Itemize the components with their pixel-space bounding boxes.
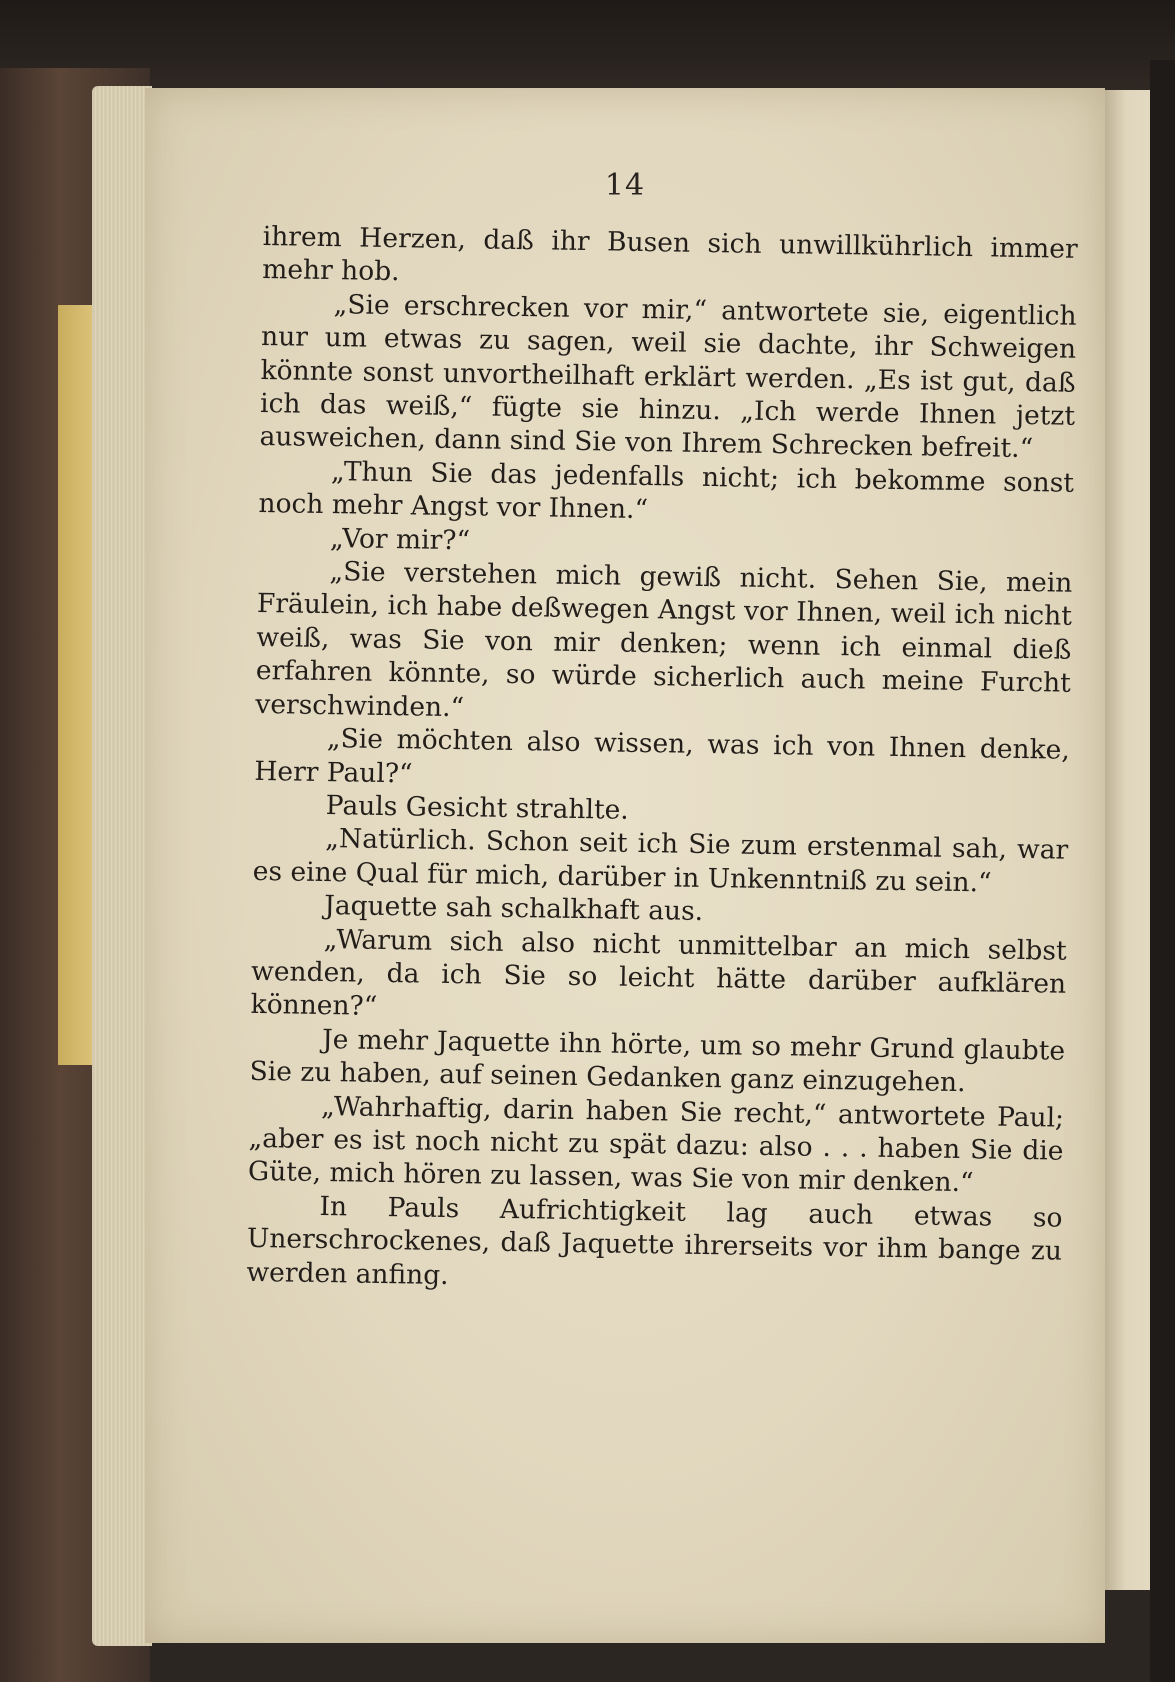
paragraph: ihrem Herzen, daß ihr Busen sich unwillkührlich immer mehr hob. — [261, 220, 1078, 288]
paragraph: „Sie möchten also wissen, was ich von Ihnen denke, Herr Paul?“ — [254, 723, 1071, 789]
page-edges — [92, 86, 152, 1646]
paragraph: „Wahrhaftig, darin haben Sie recht,“ antwortete Paul; „aber es ist noch nicht zu spät dazu: also . . . haben Sie die Güte, mich hören zu lassen, was Sie von mir denken.“ — [247, 1090, 1065, 1199]
book-page — [145, 88, 1105, 1643]
page-number: 14 — [604, 168, 646, 203]
paragraph: „Natürlich. Schon seit ich Sie zum erstenmal sah, war es eine Qual für mich, darüber in Unkenntniß zu sein.“ — [252, 823, 1069, 899]
paragraph: „Warum sich also nicht unmittelbar an mich selbst wenden, da ich Sie so leicht hätte darüber aufklären können?“ — [250, 923, 1067, 1023]
page-text — [246, 220, 1078, 1302]
paragraph: Jaquette sah schalkhaft aus. — [323, 890, 704, 928]
right-shadow — [1150, 60, 1175, 1682]
paragraph: In Pauls Aufrichtigkeit lag auch etwas so Unerschrockenes, daß Jaquette ihrerseits vor ihm bange zu werden anfing. — [246, 1190, 1063, 1291]
paragraph: „Sie verstehen mich gewiß nicht. Sehen Sie, mein Fräulein, ich habe deßwegen Angst vor Ihnen, weil ich nicht weiß, was Sie von mir denken; wenn ich einmal dieß erfahren könnte, so würde sicherlich auch meine Furcht verschwinden.“ — [255, 556, 1073, 723]
bookmark-ribbon — [58, 305, 94, 1065]
paragraph: Pauls Gesicht strahlte. — [325, 789, 629, 826]
paragraph: Je mehr Jaquette ihn hörte, um so mehr Grund glaubte Sie zu haben, auf seinen Gedanken ganz einzugehen. — [249, 1023, 1066, 1099]
paragraph: „Vor mir?“ — [329, 522, 471, 556]
paragraph: „Thun Sie das jedenfalls nicht; ich bekomme sonst noch mehr Angst vor Ihnen.“ — [258, 455, 1075, 526]
paragraph: „Sie erschrecken vor mir,“ antwortete sie, eigentlich nur um etwas zu sagen, weil sie dachte, ihr Schweigen könnte sonst unvortheilhaft erklärt werden. „Es ist gut, daß ich das weiß,“ fügte sie hinzu. „Ich werde Ihnen jetzt ausweichen, dann sind Sie von Ihrem Schrecken befreit.“ — [259, 288, 1077, 465]
book-cover-top — [0, 0, 1175, 90]
